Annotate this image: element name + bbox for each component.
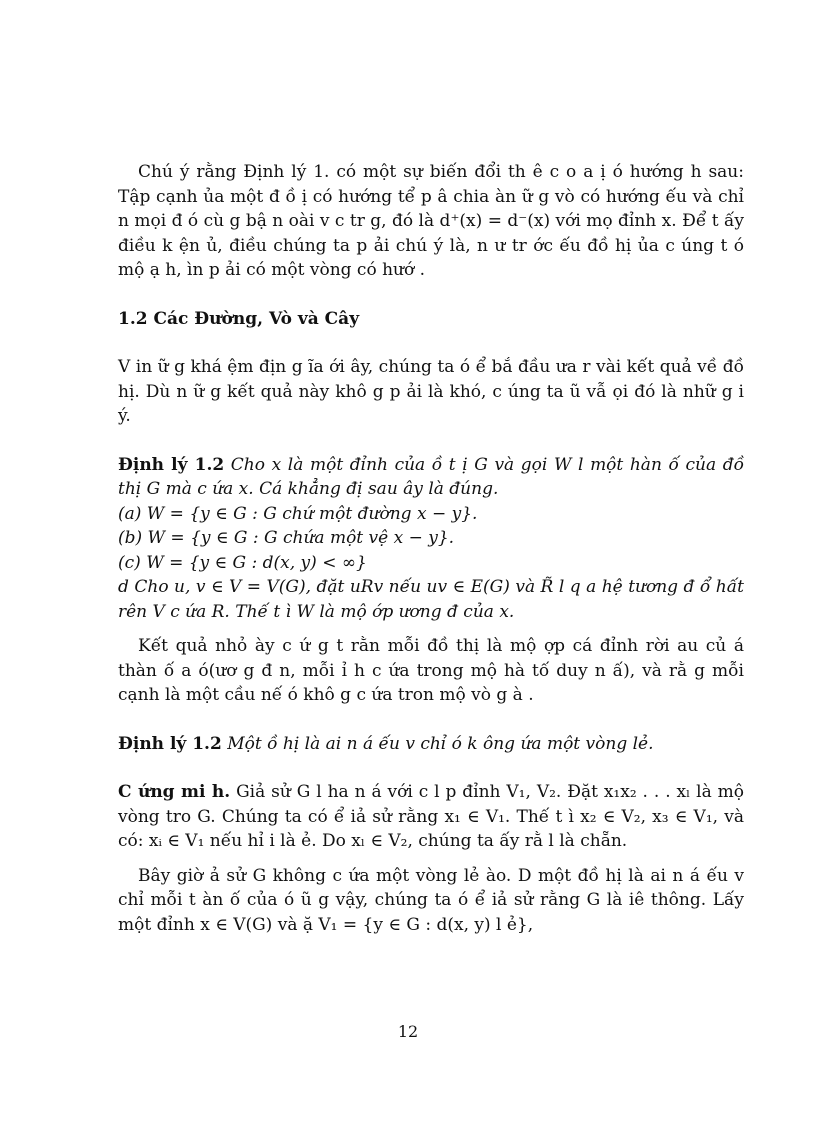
proof-label: C ứng mi h. bbox=[118, 782, 231, 802]
proof-text: Giả sử G l ha n á với c l p đỉnh V₁, V₂. Đặt x₁x₂ . . . xₗ là mộ vòng tro G. Chúng ta có ể iả sử rằng x₁ ∈ V₁. Thế t ì x₂ ∈ V₂, x₃ ∈ V₁, và có: xᵢ ∈ V₁ nếu hỉ i là ẻ. Do xₗ ∈ V₂, chúng ta ấy rằ l là chẵn. bbox=[118, 782, 744, 851]
theorem-statement: Một ồ hị là ai n á ếu v chỉ ó k ông ứa một vòng lẻ. bbox=[227, 733, 654, 754]
paragraph-directed-remark: Chú ý rằng Định lý 1. có một sự biến đổi th ê c o a ị ó hướng h sau: Tập cạnh ủa một đ ồ ị có hướng tể p â chia àn ữ g vò có hướng ếu và chỉ n mọi đ ó cù g bậ n oài v c tr g, đó là d⁺(x) = d⁻(x) với mọ đỉnh x. Để t ấy điều k ện ủ, điều chúng ta p ải chú ý là, n ư tr ớc ếu đồ hị ủa c úng t ó mộ ạ h, ìn p ải có một vòng có hướ . bbox=[118, 162, 744, 280]
theorem-item-c: (c) W = {y ∈ G : d(x, y) < ∞} bbox=[118, 552, 367, 573]
theorem-components bbox=[118, 453, 744, 625]
theorem-item-d: d Cho u, v ∈ V = V(G), đặt uRv nếu uv ∈ E(G) và R̃ l q a hệ tương đ ổ hất rên V c ứa R. Thế t ì W là mộ ớp ương đ của x. bbox=[118, 577, 744, 622]
theorem-statement: Cho x là một đỉnh của ồ t ị G và gọi W l một hàn ố của đồ thị G mà c ứa x. Cá khẳng đị sau ây là đúng. bbox=[118, 454, 744, 499]
paragraph-proof-continued: Bây giờ ả sử G không c ứa một vòng lẻ ào. D một đồ hị là ai n á ếu v chỉ mỗi t àn ố của ó ũ g vậy, chúng ta ó ể iả sử rằng G là iê thông. Lấy một đỉnh x ∈ V(G) và ặ V₁ = {y ∈ G : d(x, y) l ẻ}, bbox=[118, 865, 744, 935]
theorem-item-b: (b) W = {y ∈ G : G chứa một vệ x − y}. bbox=[118, 528, 455, 548]
paragraph-remark: Kết quả nhỏ ày c ứ g t rằn mỗi đồ thị là mộ ợp cá đỉnh rời au củ á thàn ố a ó(ươ g đ n, mỗi ỉ h c ứa trong mộ hà tố duy n ấ), và rằ g mỗi cạnh là một cầu nế ó khô g c ứa tron mộ vò g à . bbox=[118, 636, 744, 705]
page-number: 12 bbox=[397, 1022, 419, 1041]
proof bbox=[118, 780, 744, 854]
theorem-item-a: (a) W = {y ∈ G : G chứ một đường x − y}. bbox=[118, 503, 478, 524]
theorem-label: Định lý 1.2 bbox=[118, 733, 222, 754]
theorem-bipartite bbox=[118, 732, 744, 757]
section-title: 1.2 Các Đường, Vò và Cây bbox=[118, 308, 360, 329]
page-body bbox=[118, 160, 744, 937]
theorem-label: Định lý 1.2 bbox=[118, 454, 225, 475]
paragraph-intro: V in ữ g khá ệm địn g ĩa ới ây, chúng ta ó ể bắ đầu ưa r vài kết quả về đồ hị. Dù n ữ g kết quả này khô g p ải là khó, c úng ta ũ vẫ ọi đó là nhữ g i ý. bbox=[118, 357, 744, 426]
